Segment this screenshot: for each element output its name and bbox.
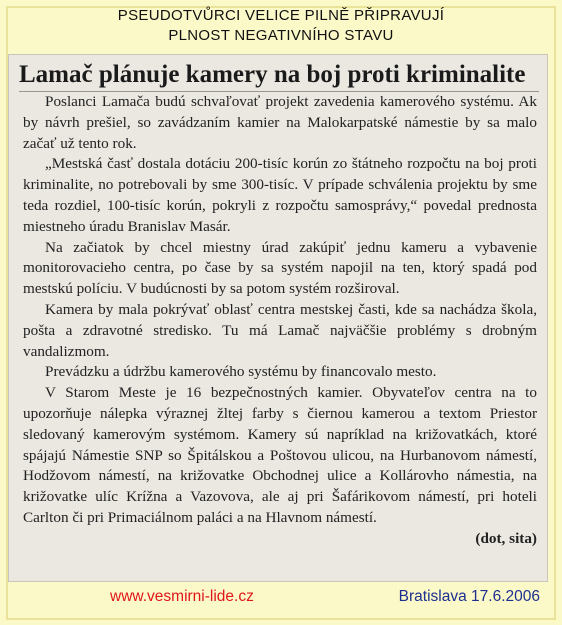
caption-line-2: PLNOST NEGATIVNÍHO STAVU — [168, 27, 394, 44]
article-paragraph-5: Prevádzku a údržbu kamerového systému by financovalo mesto. — [45, 363, 437, 381]
article-paragraph-1: Poslanci Lamača budú schvaľovať projekt zavedenia kamerového systému. Ak by návrh prešiel, so zavádzaním kamier na Malokarpatské námestie by sa malo začať už tento rok. — [23, 93, 537, 152]
website-link[interactable]: www.vesmirni-lide.cz — [110, 588, 254, 605]
article-paragraph-4: Kamera by mala pokrývať oblasť centra mestskej časti, kde sa nachádza škola, pošta a zdravotné stredisko. Tu má Lamač najväčšie problémy s drobným vandalizmom. — [23, 300, 537, 360]
article-paragraph-6: V Starom Meste je 16 bezpečnostných kamier. Obyvateľov centra na to upozorňuje nálepka výraznej žltej farby s čiernou kamerou a textom Priestor sledovaný kamerovým systémom. Kamery sú napríklad na križovatkách, ktoré spájajú Námestie SNP so Špitálskou a Poštovou ulicou, na Hurbanovom námestí, Hodžovom námestí, na križovatke Obchodnej ulice a Kollárovho námestia, na križovatke ulíc Krížna a Vazovova, ale aj pri Šafárikovom námestí, pri hoteli Carlton či pri Primaciálnom paláci a na Hlavnom námestí. — [23, 384, 537, 526]
article-paragraph-2: „Mestská časť dostala dotáciu 200-tisíc korún zo štátneho rozpočtu na boj proti kriminalite, no potrebovali by sme 300-tisíc. V prípade schválenia projektu by sme teda rozdiel, 100-tisíc korún, pokryli z rozpočtu samosprávy,“ povedal prednosta miestneho úradu Branislav Masár. — [23, 155, 537, 235]
caption — [0, 6, 562, 46]
article-signature: (dot, sita) — [475, 529, 537, 547]
article-paragraph-3: Na začiatok by chcel miestny úrad zakúpiť jednu kameru a vybavenie monitorovacieho centra, po čase by sa systém napojil na ten, ktorý spadá pod mestskú políciu. V budúcnosti by sa potom systém rozširoval. — [23, 238, 537, 298]
caption-line-1: PSEUDOTVŮRCI VELICE PILNĚ PŘIPRAVUJÍ — [117, 7, 445, 24]
place-date: Bratislava 17.6.2006 — [398, 588, 540, 605]
article-body — [9, 92, 547, 550]
newspaper-clipping — [8, 54, 548, 582]
article-headline: Lamač plánuje kamery na boj proti kriminalite — [19, 61, 539, 92]
